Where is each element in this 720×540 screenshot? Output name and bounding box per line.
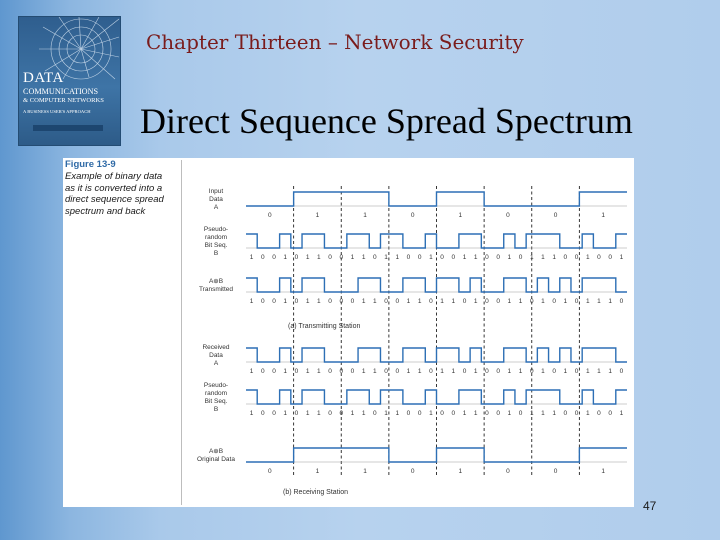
- bit-value: 0: [496, 254, 500, 261]
- bit-value: 1: [608, 368, 613, 375]
- bit-value: 1: [350, 410, 355, 417]
- bit-value: 0: [328, 368, 332, 375]
- row-label: A⊕B: [208, 448, 224, 455]
- bit-value: 1: [315, 212, 320, 219]
- bit-value: 0: [260, 298, 265, 305]
- figure-label: Figure 13-9: [65, 159, 116, 170]
- bit-value: 0: [429, 368, 433, 375]
- bit-value: 0: [417, 410, 422, 417]
- bit-value: 1: [458, 468, 463, 475]
- row-label: random: [204, 390, 228, 397]
- bit-value: 0: [485, 298, 489, 305]
- bit-value: 0: [328, 254, 332, 261]
- bit-value: 1: [451, 298, 456, 305]
- row-label: Data: [209, 352, 223, 359]
- book-subtitle-line-3: A BUSINESS USER'S APPROACH: [23, 109, 91, 114]
- bit-value: 1: [473, 410, 478, 417]
- bit-value: 1: [507, 368, 512, 375]
- bit-value: 0: [272, 368, 276, 375]
- bit-value: 0: [506, 212, 510, 219]
- bit-value: 1: [462, 254, 467, 261]
- bit-value: 1: [619, 410, 624, 417]
- bit-value: 1: [563, 298, 568, 305]
- bit-value: 1: [552, 410, 556, 417]
- bit-value: 0: [574, 368, 579, 375]
- book-subtitle: [23, 87, 104, 116]
- bit-value: 0: [339, 254, 344, 261]
- bit-value: 0: [384, 368, 388, 375]
- bit-value: 1: [406, 368, 411, 375]
- bit-value: 0: [563, 410, 568, 417]
- row-label: A: [213, 204, 219, 211]
- bit-value: 0: [294, 410, 299, 417]
- row-label: Pseudo-: [203, 226, 229, 233]
- figure-panel: [63, 158, 634, 507]
- bit-value: 1: [585, 298, 590, 305]
- bit-value: 0: [272, 254, 276, 261]
- bit-value: 1: [451, 368, 456, 375]
- bit-value: 0: [429, 298, 433, 305]
- bit-value: 0: [410, 212, 415, 219]
- bit-value: 0: [260, 254, 265, 261]
- waveform-line: [246, 278, 627, 292]
- bit-value: 1: [541, 410, 545, 417]
- bit-value: 0: [294, 254, 299, 261]
- bit-value: 0: [294, 298, 299, 305]
- bit-value: 1: [363, 468, 367, 475]
- bit-value: 1: [541, 368, 545, 375]
- bit-value: 0: [294, 368, 299, 375]
- bit-value: 1: [608, 298, 613, 305]
- row-label: Data: [209, 196, 223, 203]
- row-label: Bit Seq.: [204, 398, 228, 405]
- bit-value: 1: [585, 410, 590, 417]
- bit-value: 1: [473, 298, 478, 305]
- bit-value: 1: [361, 410, 366, 417]
- bit-value: 0: [529, 368, 534, 375]
- bit-value: 1: [395, 410, 400, 417]
- bit-value: 0: [574, 254, 579, 261]
- bit-value: 1: [317, 254, 321, 261]
- bit-value: 1: [585, 368, 590, 375]
- bit-value: 0: [462, 298, 467, 305]
- bit-value: 1: [283, 410, 288, 417]
- bit-value: 0: [462, 368, 467, 375]
- bit-value: 0: [350, 368, 355, 375]
- bit-value: 0: [619, 298, 624, 305]
- bit-value: 1: [552, 254, 556, 261]
- bit-value: 0: [496, 410, 500, 417]
- row-label: random: [204, 234, 228, 241]
- bit-value: 1: [440, 298, 444, 305]
- bit-value: 0: [260, 368, 265, 375]
- bit-value: 1: [518, 298, 523, 305]
- bit-value: 1: [619, 254, 624, 261]
- bit-value: 0: [328, 410, 332, 417]
- bit-value: 1: [283, 298, 288, 305]
- bit-value: 0: [440, 254, 444, 261]
- bit-value: 1: [384, 410, 388, 417]
- bit-value: 0: [339, 298, 344, 305]
- book-edition-band: [33, 125, 103, 131]
- bit-value: 1: [249, 254, 254, 261]
- bit-value: 1: [541, 298, 545, 305]
- row-label: A⊕B: [208, 278, 224, 285]
- row-label: Received: [202, 344, 230, 351]
- page-number: 47: [643, 499, 657, 513]
- bit-value: 0: [384, 298, 388, 305]
- slide-title: Direct Sequence Spread Spectrum: [140, 101, 633, 141]
- bit-value: 0: [272, 410, 276, 417]
- bit-value: 0: [552, 368, 556, 375]
- bit-value: 0: [553, 468, 558, 475]
- bit-value: 0: [506, 468, 510, 475]
- bit-value: 0: [518, 410, 523, 417]
- bit-value: 1: [458, 212, 463, 219]
- bit-value: 1: [601, 212, 605, 219]
- bit-value: 1: [601, 468, 605, 475]
- bit-value: 1: [429, 410, 433, 417]
- bit-value: 0: [518, 254, 523, 261]
- bit-value: 0: [451, 254, 456, 261]
- bit-value: 1: [429, 254, 433, 261]
- chapter-heading: Chapter Thirteen – Network Security: [146, 30, 524, 54]
- book-subtitle-line-1: COMMUNICATIONS: [23, 87, 99, 96]
- row-label: Original Data: [197, 456, 235, 463]
- bit-value: 1: [507, 298, 512, 305]
- bit-value: 1: [473, 254, 478, 261]
- bit-value: 0: [529, 298, 534, 305]
- bit-value: 1: [317, 368, 321, 375]
- bit-value: 1: [361, 368, 366, 375]
- bit-value: 1: [373, 368, 377, 375]
- bit-value: 0: [563, 254, 568, 261]
- bit-value: 1: [249, 368, 254, 375]
- bit-value: 1: [507, 254, 512, 261]
- row-label: Transmitted: [198, 286, 234, 293]
- bit-value: 1: [283, 254, 288, 261]
- figure-caption: Example of binary data as it is converted into a direct sequence spread spectrum and back: [65, 171, 164, 217]
- section-label-transmitting: (a) Transmitting Station: [288, 323, 361, 330]
- bit-value: 1: [249, 410, 254, 417]
- row-label: Pseudo-: [203, 382, 229, 389]
- waveform-line: [246, 448, 627, 462]
- bit-value: 1: [283, 368, 288, 375]
- bit-value: 0: [339, 410, 344, 417]
- bit-value: 1: [305, 410, 310, 417]
- bit-value: 1: [361, 298, 366, 305]
- bit-value: 1: [384, 254, 388, 261]
- row-label: Bit Seq.: [204, 242, 228, 249]
- waveform-line: [246, 192, 627, 206]
- book-subtitle-line-2: & COMPUTER NETWORKS: [23, 97, 104, 104]
- bit-value: 1: [417, 368, 422, 375]
- bit-value: 1: [440, 368, 444, 375]
- bit-value: 1: [305, 368, 310, 375]
- bit-value: 1: [350, 254, 355, 261]
- book-cover-image: [18, 16, 121, 146]
- waveform-line: [246, 234, 627, 248]
- bit-value: 0: [410, 468, 415, 475]
- bit-value: 0: [328, 298, 332, 305]
- bit-value: 0: [373, 254, 377, 261]
- row-label: B: [213, 250, 219, 257]
- bit-value: 0: [395, 368, 400, 375]
- bit-value: 0: [485, 410, 489, 417]
- bit-value: 1: [563, 368, 568, 375]
- bit-value: 1: [518, 368, 523, 375]
- row-label: A: [213, 360, 219, 367]
- dsss-waveform-diagram: [63, 158, 634, 507]
- bit-value: 0: [406, 410, 411, 417]
- waveform-line: [246, 348, 627, 362]
- row-label: B: [213, 406, 219, 413]
- waveform-line: [246, 390, 627, 404]
- bit-value: 0: [440, 410, 444, 417]
- bit-value: 0: [608, 410, 613, 417]
- bit-value: 0: [485, 254, 489, 261]
- bit-value: 1: [585, 254, 590, 261]
- bit-value: 1: [315, 468, 320, 475]
- bit-value: 1: [597, 368, 601, 375]
- bit-value: 1: [406, 298, 411, 305]
- bit-value: 1: [249, 298, 254, 305]
- bit-value: 0: [451, 410, 456, 417]
- bit-value: 0: [552, 298, 556, 305]
- bit-value: 1: [361, 254, 366, 261]
- row-label: Input: [208, 188, 224, 195]
- bit-value: 0: [406, 254, 411, 261]
- bit-value: 1: [541, 254, 545, 261]
- bit-value: 0: [574, 298, 579, 305]
- bit-value: 1: [395, 254, 400, 261]
- bit-value: 0: [597, 410, 601, 417]
- bit-value: 0: [268, 468, 272, 475]
- bit-value: 0: [417, 254, 422, 261]
- bit-value: 0: [619, 368, 624, 375]
- bit-value: 0: [272, 298, 276, 305]
- bit-value: 1: [473, 368, 478, 375]
- bit-value: 1: [529, 254, 534, 261]
- bit-value: 0: [485, 368, 489, 375]
- bit-value: 0: [597, 254, 601, 261]
- bit-value: 0: [373, 410, 377, 417]
- bit-value: 1: [317, 298, 321, 305]
- bit-value: 0: [496, 298, 500, 305]
- bit-value: 0: [339, 368, 344, 375]
- bit-value: 0: [260, 410, 265, 417]
- bit-value: 1: [507, 410, 512, 417]
- bit-value: 0: [496, 368, 500, 375]
- bit-value: 1: [317, 410, 321, 417]
- bit-value: 1: [462, 410, 467, 417]
- section-label-receiving: (b) Receiving Station: [283, 489, 348, 496]
- bit-value: 1: [305, 254, 310, 261]
- bit-value: 0: [395, 298, 400, 305]
- bit-value: 0: [350, 298, 355, 305]
- bit-value: 0: [574, 410, 579, 417]
- bit-value: 1: [373, 298, 377, 305]
- bit-value: 1: [363, 212, 367, 219]
- book-title: DATA: [23, 70, 64, 86]
- bit-value: 1: [417, 298, 422, 305]
- bit-value: 1: [597, 298, 601, 305]
- bit-value: 0: [608, 254, 613, 261]
- bit-value: 1: [529, 410, 534, 417]
- bit-value: 0: [553, 212, 558, 219]
- bit-value: 1: [305, 298, 310, 305]
- bit-value: 0: [268, 212, 272, 219]
